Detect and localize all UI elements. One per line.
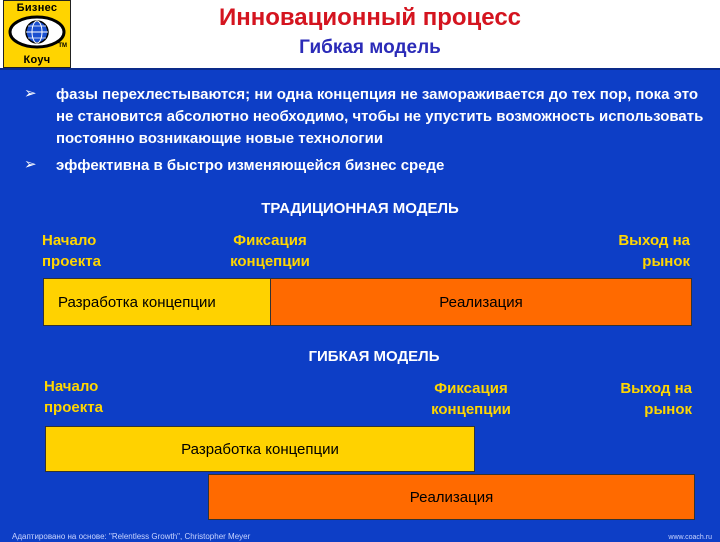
flexible-concept-bar <box>45 426 475 472</box>
site-footnote: www.coach.ru <box>668 534 712 541</box>
flexible-start-label: Начало проекта <box>44 378 103 416</box>
logo-bottom-text: Коуч <box>23 54 51 66</box>
arrow-bullet-icon: ➢ <box>24 85 37 102</box>
bullet-item <box>24 155 704 177</box>
traditional-start-label: Начало проекта <box>42 232 101 270</box>
content-panel <box>0 68 720 542</box>
flexible-concept-label: Разработка концепции <box>181 440 339 458</box>
page-title: Инновационный процесс <box>218 4 522 31</box>
traditional-market-label: Выход на рынок <box>618 232 690 270</box>
logo-trademark: TM <box>58 43 67 49</box>
bullet-text: фазы перехлестываются; ни одна концепция не замораживается до тех пор, пока это не становится абсолютно необходимо, чтобы не упустить возможность использовать постоянно возникающие новые технологии <box>56 86 704 147</box>
page-subtitle: Гибкая модель <box>299 37 441 58</box>
flexible-implementation-label: Реализация <box>409 488 494 506</box>
traditional-model-title: ТРАДИЦИОННАЯ МОДЕЛЬ <box>261 200 459 217</box>
bullet-list <box>24 84 704 182</box>
arrow-bullet-icon: ➢ <box>24 156 37 173</box>
traditional-implementation-label: Реализация <box>439 293 523 311</box>
bullet-item <box>24 84 704 150</box>
flexible-implementation-bar <box>208 474 695 520</box>
traditional-implementation-bar <box>270 278 692 326</box>
traditional-fix-label: Фиксация концепции <box>230 232 310 270</box>
source-footnote: Адаптировано на основе: "Relentless Growth", Christopher Meyer <box>12 532 251 541</box>
flexible-fix-label: Фиксация концепции <box>431 380 511 418</box>
traditional-concept-label: Разработка концепции <box>58 293 216 311</box>
traditional-concept-bar <box>43 278 271 326</box>
bullet-text: эффективна в быстро изменяющейся бизнес среде <box>56 157 445 174</box>
flexible-model-title: ГИБКАЯ МОДЕЛЬ <box>308 348 440 365</box>
flexible-market-label: Выход на рынок <box>620 380 692 418</box>
logo-top-text: Бизнес <box>16 2 58 14</box>
